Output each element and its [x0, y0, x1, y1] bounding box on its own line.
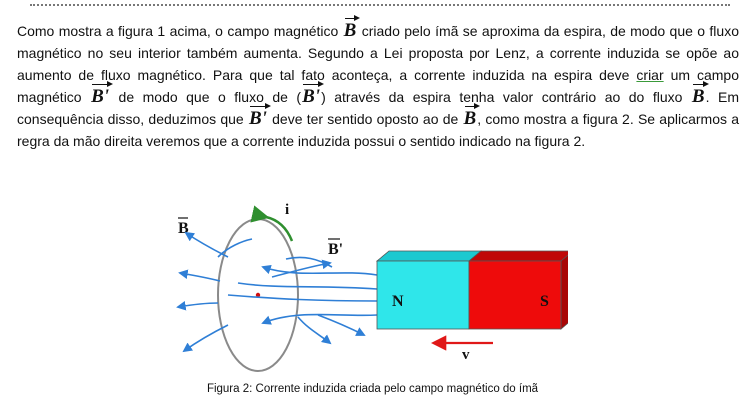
figure-caption: Figura 2: Corrente induzida criada pelo campo magnético do ímã: [206, 383, 539, 395]
body-paragraph: [17, 20, 739, 152]
vector-b-symbol: B: [463, 108, 477, 129]
field-line: [228, 295, 377, 301]
field-line: [184, 325, 228, 351]
vector-b-prime-symbol: B': [248, 108, 267, 129]
text-run: ) através da espira tenha valor contrário ao do fluxo: [321, 89, 691, 105]
field-line: [272, 263, 330, 277]
vector-b-prime-symbol: B': [91, 86, 110, 107]
figure-2-diagram: [168, 197, 568, 377]
text-run: Como mostra a figura 1 acima, o campo magnético: [17, 23, 343, 39]
field-line: [263, 267, 377, 275]
text-run: deve ter sentido oposto ao de: [267, 111, 463, 127]
text-run: de modo que o fluxo de (: [110, 89, 302, 105]
bar-magnet: [377, 251, 568, 329]
label-field-b-prime: B': [328, 241, 344, 258]
text-run: criado pelo ímã se aproxima da espira, de modo que o fluxo magnético no seu interior também aumenta. Segundo a Lei proposta por Lenz, a corrente induzida se opõe ao aumento de fluxo magnético. Para que tal fato aconteça, a corrente induzida na espira deve: [17, 23, 739, 83]
text-run: , como mostra a figura 2. Se aplicarmos a regra da mão direita veremos que a corrente induzida possui o sentido indicado na figura 2.: [17, 111, 740, 149]
field-line: [238, 283, 377, 289]
label-velocity-v: v: [462, 347, 470, 363]
field-line: [180, 273, 220, 281]
field-lines-magnet: [178, 233, 377, 351]
label-north: N: [392, 293, 404, 310]
text-run: . Em consequência disso, deduzimos que: [17, 89, 739, 127]
vector-b-symbol: B: [691, 86, 705, 107]
label-current-i: i: [285, 202, 290, 218]
field-line: [318, 315, 364, 335]
field-line: [298, 317, 330, 343]
underlined-word-criar: criar: [636, 67, 664, 83]
magnet-north-pole: [377, 261, 469, 329]
top-cut-line: [0, 0, 756, 6]
label-south: S: [540, 293, 549, 310]
vector-b-symbol: B: [343, 20, 357, 41]
label-field-b: B: [178, 220, 189, 237]
field-line: [178, 303, 218, 307]
text-run: um campo magnético: [17, 67, 739, 105]
vector-b-prime-symbol: B': [302, 86, 321, 107]
